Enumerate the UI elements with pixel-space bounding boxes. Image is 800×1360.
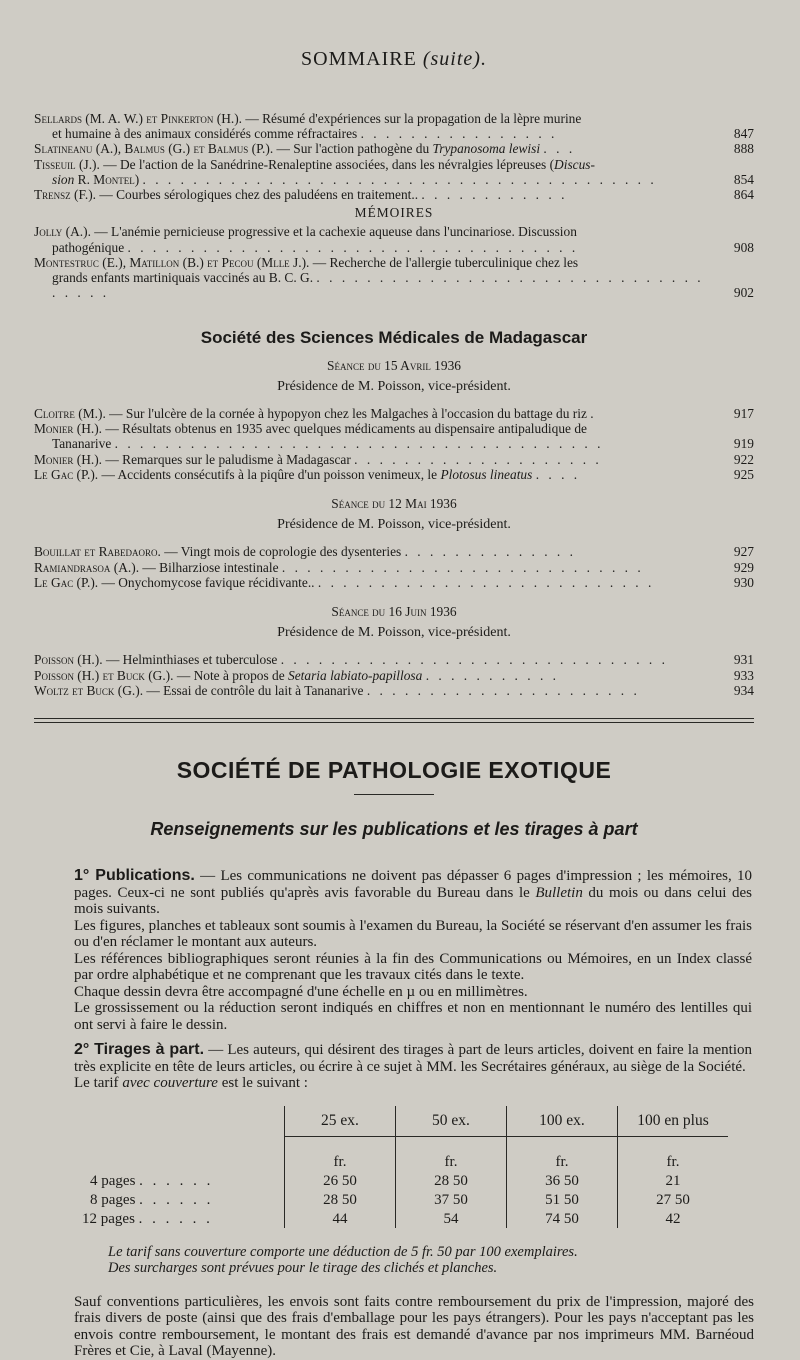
presidence-line: Présidence de M. Poisson, vice-président. (277, 517, 511, 533)
table-cell: 26 50 (285, 1171, 396, 1190)
toc-entry: Le Gac (P.). — Onychomycose favique récidivante.. . . . . . . . . . . . . . . . . . . . . . . . . . . . 930 (34, 574, 754, 590)
col-header: 100 en plus (618, 1106, 729, 1137)
row-label-cell: 4 pages . . . . . . (54, 1171, 285, 1190)
tir-text: — Les auteurs, qui désirent des tirages à part de leurs articles, doivent en faire la mention très explicite en tête de leurs articles, ou écrire à ce sujet à MM. les Secrétaires généraux, au siège de la Société. (74, 1042, 753, 1075)
entry-authors: Trensz (F.). (34, 187, 97, 203)
toc-entry: Bouillat et Rabedaoro. — Vingt mois de coprologie des dysenteries . . . . . . . . . . . . . . 927 (34, 544, 754, 560)
col-header: 100 ex. (507, 1106, 618, 1137)
table-cell: 44 (285, 1209, 396, 1228)
toc-entry: Jolly (A.). — L'anémie pernicieuse progressive et la cachexie aqueuse dans l'uncinariose. Discussion pathogénique . . . . . . . . . . . . . . . . . . . . . . . . . . . . . . . . . . . . 908 (34, 224, 754, 255)
publications-lead: 1° Publications. (74, 867, 195, 885)
entry-text: — Note à propos de (173, 667, 289, 683)
entry-text: — De l'action de la Sanédrine-Renaleptine associées, dans les névralgies lépreuses ( (99, 156, 555, 172)
seance-heading: Séance du 12 Mai 1936 (331, 496, 457, 512)
entry-authors: Monier (H.). (34, 421, 103, 437)
table-cell: 74 50 (507, 1209, 618, 1228)
double-rule-divider (34, 718, 754, 723)
entry-cont: grands enfants martiniquais vaccinés au B. C. G. (52, 270, 314, 286)
entry-page: 933 (733, 667, 754, 683)
entry-text: — Onychomycose favique récidivante.. (98, 574, 315, 590)
tirages-lead: 2° Tirages à part. (74, 1041, 205, 1059)
entry-authors: Cloitre (M.). (34, 406, 106, 422)
entry-page: 854 (733, 171, 754, 187)
toc-entry (34, 406, 754, 421)
presidence-line: Présidence de M. Poisson, vice-président. (277, 378, 511, 394)
entry-cont: pathogénique (52, 239, 125, 255)
entry-page: 934 (733, 682, 754, 698)
tarif-intro (74, 1075, 752, 1092)
col-header: 50 ex. (396, 1106, 507, 1137)
entry-cont-italic: sion (52, 171, 75, 187)
table-row (54, 1209, 728, 1228)
entry-authors: Poisson (H.) et Buck (G.). (34, 667, 174, 683)
table-cell: 51 50 (507, 1190, 618, 1209)
table-cell: 28 50 (396, 1171, 507, 1190)
publications-section (34, 868, 754, 1092)
tarif-table (54, 1106, 728, 1228)
entry-authors: Le Gac (P.). (34, 574, 99, 590)
tirages-paragraph (74, 1042, 752, 1075)
toc-entry: Poisson (H.) et Buck (G.). — Note à propos de Setaria labiato-papillosa . . . . . . . . . . . 933 (34, 667, 754, 683)
entry-text: — Remarques sur le paludisme à Madagascar (102, 451, 351, 467)
toc-entry: Monier (H.). — Remarques sur le paludisme à Madagascar . . . . . . . . . . . . . . . . . . . . 922 (34, 451, 754, 467)
table-cell: 28 50 (285, 1190, 396, 1209)
entry-page: 925 (733, 466, 754, 482)
entry-text: — Courbes sérologiques chez des paludéens en traitement.. (96, 187, 419, 203)
seance-heading: Séance du 15 Avril 1936 (327, 357, 461, 373)
entry-text: — Bilharziose intestinale (139, 559, 279, 575)
tarif-notes (34, 1244, 754, 1276)
entry-italic: Plotosus lineatus (440, 466, 533, 482)
entry-text: — Accidents consécutifs à la piqûre d'un poisson venimeux, le (98, 466, 441, 482)
entry-page: 917 (733, 406, 754, 422)
row-label-cell: 12 pages . . . . . . (54, 1209, 285, 1228)
entry-authors: Le Gac (P.). (34, 466, 99, 482)
final-paragraph: Sauf conventions particulières, les envois sont faits contre remboursement du prix de l'impression, majoré des frais divers de poste (ainsi que des frais d'emballage pour les pays étrangers). Pour les pays n'acceptant pas les envois contre remboursement, le montant des frais est demandé d'avance par nos imprimeurs MM. Barnéoud Frères et Cie, à Laval (Mayenne). (74, 1293, 754, 1360)
pub-bulletin: Bulletin (535, 884, 583, 901)
unit-cell: fr. (507, 1136, 618, 1171)
entry-italic: Trypanosoma lewisi (432, 141, 541, 157)
pub-paragraph: Les références bibliographiques seront réunies à la fin des Communications ou Mémoires, en un Index classé par ordre alphabétique et ne comprenant que les travaux cités dans le texte. (74, 950, 752, 984)
entry-cont: et humaine à des animaux considérés comme réfractaires (52, 126, 358, 142)
row-label-cell: 8 pages . . . . . . (54, 1190, 285, 1209)
entry-authors: Monier (H.). (34, 451, 103, 467)
table-row (54, 1171, 728, 1190)
entry-authors: Jolly (A.). (34, 224, 91, 240)
toc-entry: Trensz (F.). — Courbes sérologiques chez des paludéens en traitement.. . . . . . . . . . . . . 864 (34, 187, 754, 203)
entry-authors: Sellards (M. A. W.) et Pinkerton (H.). (34, 111, 243, 126)
entry-text: — L'anémie pernicieuse progressive et la cachexie aqueuse dans l'uncinariose. Discussion (90, 224, 577, 240)
toc-entry: Montestruc (E.), Matillon (B.) et Pecou (Mlle J.). — Recherche de l'allergie tuberculinique chez les grands enfants martiniquais vaccinés au B. C. G. . . . . . . . . . . . . . . . . . . . . . . . . . . . . . . . . . . . . 902 (34, 254, 754, 301)
spe-subtitle: Renseignements sur les publications et les tirages à part (150, 819, 638, 840)
toc-entry: Poisson (H.). — Helminthiases et tuberculose . . . . . . . . . . . . . . . . . . . . . . . . . . . . . . . 931 (34, 652, 754, 668)
pub-paragraph: Chaque dessin devra être accompagné d'une échelle en µ ou en millimètres. (74, 983, 528, 1000)
col-header: 25 ex. (285, 1106, 396, 1137)
entry-text: — Résumé d'expériences sur la propagation de la lèpre murine (242, 111, 582, 126)
entry-page: 927 (733, 544, 754, 560)
table-cell: 36 50 (507, 1171, 618, 1190)
entry-italic: Discus- (554, 156, 595, 172)
entry-authors: Poisson (H.). (34, 652, 103, 668)
entry-page: 847 (733, 126, 754, 142)
table-cell: 27 50 (618, 1190, 729, 1209)
row-label: 4 pages (90, 1172, 136, 1189)
entry-text: — Helminthiases et tuberculose (102, 652, 278, 668)
publications-paragraph (74, 868, 752, 918)
pub-paragraph: Le grossissement ou la réduction seront indiqués en chiffres et non en mentionnant le numéro des lentilles qui ont servi à faire le dessin. (74, 1000, 752, 1033)
table-cell: 42 (618, 1209, 729, 1228)
title-text: SOMMAIRE (301, 48, 417, 70)
entry-authors: Tisseuil (J.). (34, 156, 100, 172)
title-suffix: (suite). (422, 48, 487, 70)
entry-authors: Slatineanu (A.), Balmus (G.) et Balmus (P.). (34, 141, 274, 157)
toc-entry: Ramiandrasoa (A.). — Bilharziose intestinale . . . . . . . . . . . . . . . . . . . . . . . . . . . . . 929 (34, 559, 754, 575)
toc-entries (34, 111, 754, 698)
pub-paragraph: Les figures, planches et tableaux sont soumis à l'examen du Bureau, la Société se réservant d'en assumer les frais ou d'en réclamer le montant aux auteurs. (74, 917, 752, 951)
entry-page: 919 (733, 436, 754, 452)
entry-text: — Vingt mois de coprologie des dysenteries (160, 544, 402, 560)
entry-text: — Recherche de l'allergie tuberculinique chez les (309, 254, 579, 270)
toc-entry: Slatineanu (A.), Balmus (G.) et Balmus (P.). — Sur l'action pathogène du Trypanosoma lewisi . . . 888 (34, 141, 754, 157)
tarif-intro-a: Le tarif (74, 1075, 123, 1092)
entry-authors: Montestruc (E.), Matillon (B.) et Pecou (Mlle J.). (34, 254, 310, 270)
toc-entry: Tisseuil (J.). — De l'action de la Sanédrine-Renaleptine associées, dans les névralgies lépreuses (Discus- sion R. Montel) . . . . . . . . . . . . . . . . . . . . . . . . . . . . . . . . . . . . . . . . . 854 (34, 156, 754, 187)
pub-text-end: du mois ou dans celui des mois suivants. (74, 884, 752, 918)
seance-heading: Séance du 16 Juin 1936 (331, 604, 457, 620)
table-row (54, 1190, 728, 1209)
entry-page: 922 (733, 451, 754, 467)
row-label: 8 pages (90, 1191, 136, 1208)
entry-page: 864 (733, 187, 754, 203)
entry-text: — Résultats obtenus en 1935 avec quelques médicaments au dispensaire antipaludique de (102, 421, 587, 437)
unit-cell: fr. (618, 1136, 729, 1171)
entry-page: 908 (733, 239, 754, 255)
short-rule (354, 794, 434, 795)
table-cell: 37 50 (396, 1190, 507, 1209)
tarif-intro-italic: avec couverture (122, 1075, 218, 1092)
toc-entry: Le Gac (P.). — Accidents consécutifs à la piqûre d'un poisson venimeux, le Plotosus lineatus . . . . 925 (34, 466, 754, 482)
memoires-heading: MÉMOIRES (354, 205, 434, 221)
toc-entry: Sellards (M. A. W.) et Pinkerton (H.). — Résumé d'expériences sur la propagation de la lèpre murine et humaine à des animaux considérés comme réfractaires . . . . . . . . . . . . . . . . 847 (34, 111, 754, 142)
entry-authors: Ramiandrasoa (A.). (34, 559, 140, 575)
row-label: 12 pages (82, 1210, 135, 1227)
table-cell: 21 (618, 1171, 729, 1190)
pub-text: — Les communications ne doivent pas dépasser 6 pages d'impression ; les mémoires, 10 pages. Ceux-ci ne sont publiés qu'après avis favorable du Bureau dans le (74, 868, 752, 901)
entry-cont: Tananarive (52, 436, 112, 452)
entry-text: — Essai de contrôle du lait à Tananarive (143, 682, 364, 698)
entry-authors: Woltz et Buck (G.). (34, 682, 144, 698)
entry-page: 931 (733, 652, 754, 668)
tarif-intro-b: est le suivant : (217, 1075, 308, 1092)
entry-page: 888 (733, 141, 754, 157)
entry-page: 902 (733, 285, 754, 301)
entry-authors: Bouillat et Rabedaoro. (34, 544, 161, 560)
table-cell: 54 (396, 1209, 507, 1228)
toc-entry: Monier (H.). — Résultats obtenus en 1935 avec quelques médicaments au dispensaire antipaludique de Tananarive . . . . . . . . . . . . . . . . . . . . . . . . . . . . . . . . . . . . . . . 919 (34, 421, 754, 452)
note-surcharges: Des surcharges sont prévues pour le tirage des clichés et planches. (108, 1259, 498, 1276)
entry-text: — Sur l'ulcère de la cornée à hypopyon chez les Malgaches à l'occasion du battage du riz . (105, 406, 594, 422)
spe-title: SOCIÉTÉ DE PATHOLOGIE EXOTIQUE (176, 757, 612, 784)
entry-page: 930 (733, 574, 754, 590)
entry-page: 929 (733, 559, 754, 575)
entry-italic: Setaria labiato-papillosa (288, 667, 423, 683)
unit-cell: fr. (396, 1136, 507, 1171)
entry-cont: R. Montel) (74, 171, 140, 187)
sommaire-title (34, 48, 754, 71)
unit-cell: fr. (285, 1136, 396, 1171)
entry-text: — Sur l'action pathogène du (273, 141, 433, 157)
toc-entry: Woltz et Buck (G.). — Essai de contrôle du lait à Tananarive . . . . . . . . . . . . . . . . . . . . . . 934 (34, 682, 754, 698)
presidence-line: Présidence de M. Poisson, vice-président. (277, 625, 511, 641)
madagascar-society-title: Société des Sciences Médicales de Madagascar (200, 328, 588, 348)
note-deduction: Le tarif sans couverture comporte une déduction de 5 fr. 50 par 100 exemplaires. (108, 1243, 578, 1260)
